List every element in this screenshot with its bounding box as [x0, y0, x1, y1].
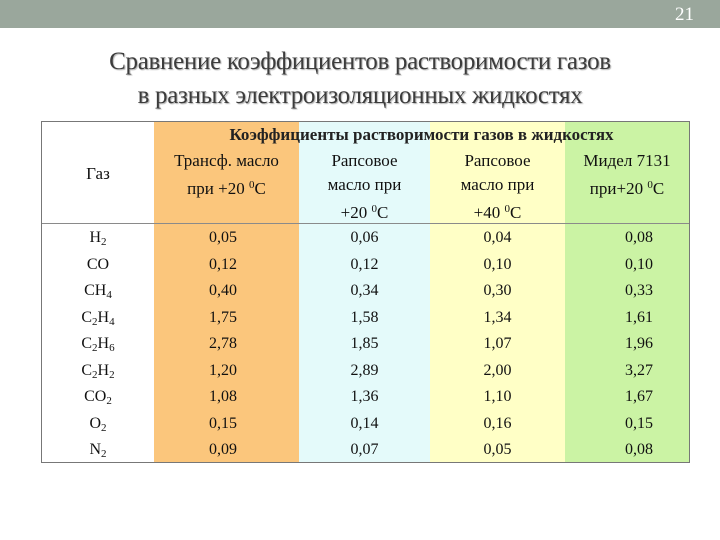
top-bar	[0, 0, 720, 28]
formula-subscript: 2	[109, 368, 115, 381]
table-super-header: Коэффициенты растворимости газов в жидкостях	[229, 125, 614, 144]
value-cell: 0,05	[209, 229, 237, 246]
value-cell: 0,34	[350, 282, 379, 299]
value-text: 0,15	[625, 414, 653, 432]
value-cell: 2,78	[209, 335, 237, 352]
value-cell	[565, 362, 689, 380]
value-cell: 0,09	[209, 441, 237, 458]
column-header-line: масло при	[327, 175, 402, 194]
value-cell: 0,12	[209, 255, 237, 273]
value-text: 0,08	[625, 229, 653, 246]
column-header-line: Мидел 7131	[583, 151, 671, 170]
value-text: 3,27	[625, 361, 653, 379]
value-cell: 1,10	[483, 388, 512, 405]
solubility-table	[41, 121, 690, 463]
value-cell: 1,34	[483, 308, 512, 326]
value-cell: 2,89	[350, 361, 379, 379]
table-row	[42, 415, 689, 441]
value-cell: 0,05	[483, 441, 512, 458]
table-row	[42, 441, 689, 467]
degree-superscript: 0	[504, 203, 510, 215]
formula-subscript: 6	[109, 342, 115, 354]
column-header-4	[565, 149, 689, 201]
value-cell: 0,30	[483, 282, 512, 299]
gas-header: Газ	[86, 164, 110, 183]
column-header-line: +20 $^0$С	[340, 203, 389, 222]
gas-formula: $N_2$	[89, 441, 107, 460]
column-header-line: при+20 $^0$С	[589, 179, 665, 198]
column-header-line: +40 $^0$С	[473, 203, 522, 222]
degree-superscript: 0	[371, 203, 377, 215]
slide-number: 21	[675, 4, 694, 25]
column-header-line: Рапсовое	[464, 151, 531, 170]
table-row	[42, 282, 689, 308]
degree-superscript: 0	[248, 179, 255, 191]
gas-formula: $C_2H_6$	[81, 335, 115, 354]
value-cell: 1,08	[209, 388, 237, 405]
formula-subscript: 2	[92, 368, 98, 381]
value-cell	[565, 335, 689, 353]
column-header-line: при +20 $^0$С	[187, 179, 266, 198]
value-text: 0,10	[625, 255, 653, 273]
value-cell: 0,40	[209, 282, 237, 299]
value-text: 0,33	[625, 282, 653, 299]
formula-subscript: 4	[109, 315, 115, 328]
value-cell	[565, 388, 689, 406]
table-row	[42, 335, 689, 361]
value-text: 0,08	[625, 441, 653, 458]
value-cell	[565, 415, 689, 433]
column-header-line: масло при	[460, 175, 535, 194]
gas-formula: $O_2$	[89, 414, 107, 434]
column-header-2	[299, 149, 430, 225]
column-header-3	[430, 149, 565, 225]
value-cell: 1,58	[350, 308, 379, 326]
gas-formula: CO	[86, 255, 110, 273]
value-cell: 1,07	[483, 335, 512, 352]
gas-formula: $CO_2$	[84, 388, 112, 407]
value-cell: 1,36	[350, 388, 379, 405]
formula-subscript: 2	[101, 448, 107, 460]
formula-subscript: 2	[106, 395, 112, 407]
value-cell	[565, 229, 689, 247]
value-cell: 0,16	[483, 414, 512, 432]
column-header-line: Трансф. масло	[174, 151, 279, 170]
value-text: 1,96	[625, 335, 653, 352]
value-cell: 0,04	[483, 229, 512, 246]
column-header-line: Рапсовое	[331, 151, 398, 170]
value-cell: 0,14	[350, 414, 379, 432]
value-cell: 2,00	[483, 361, 512, 379]
formula-subscript: 2	[101, 421, 107, 434]
table-row	[42, 256, 689, 282]
value-cell: 1,20	[209, 361, 237, 379]
value-cell: 0,06	[350, 229, 379, 246]
degree-superscript: 0	[647, 179, 653, 191]
table-row	[42, 362, 689, 388]
value-cell: 0,12	[350, 255, 379, 273]
value-cell: 1,85	[350, 335, 379, 352]
value-cell: 0,10	[483, 255, 512, 273]
slide-title	[0, 45, 720, 113]
value-text: 1,67	[625, 388, 653, 405]
gas-formula: $H_2$	[89, 229, 107, 248]
value-text: 1,61	[625, 308, 653, 326]
formula-subscript: 2	[101, 236, 107, 248]
value-cell: 0,15	[209, 414, 237, 432]
gas-formula: $CH_4$	[84, 282, 112, 301]
gas-formula: $C_2H_2$	[81, 361, 115, 381]
value-cell	[565, 441, 689, 459]
value-cell	[565, 282, 689, 300]
formula-subscript: 4	[106, 289, 112, 301]
value-cell	[565, 256, 689, 274]
column-header-1	[154, 149, 299, 201]
table-row	[42, 229, 689, 255]
table-row	[42, 309, 689, 335]
formula-subscript: 2	[92, 342, 98, 354]
title-line-2: в разных электроизоляционных жидкостях	[137, 82, 583, 109]
value-cell: 1,75	[209, 308, 237, 326]
title-line-1: Сравнение коэффициентов растворимости газов	[109, 48, 611, 75]
formula-subscript: 2	[92, 315, 98, 328]
gas-formula: $C_2H_4$	[81, 308, 115, 328]
value-cell	[565, 309, 689, 327]
table-row	[42, 388, 689, 414]
value-cell: 0,07	[350, 441, 379, 458]
